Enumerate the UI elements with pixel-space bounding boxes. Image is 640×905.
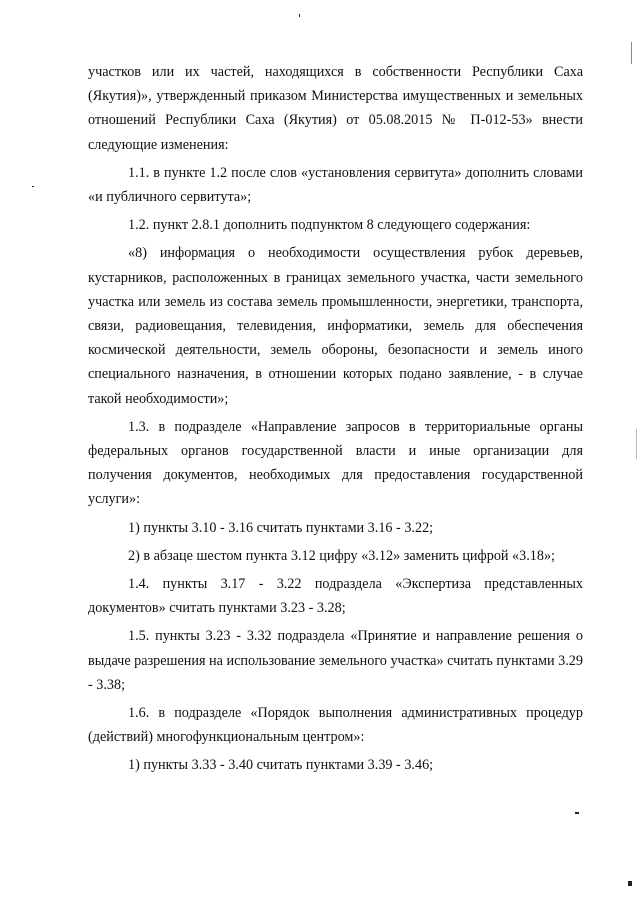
paragraph-1-3: 1.3. в подразделе «Направление запросов в территориальные органы федеральных органов государственной власти и иные организации для получения документов, необходимых для предоставления государственной услуги»: <box>88 418 583 508</box>
scan-speck <box>299 14 300 17</box>
paragraph-1-3-item-1: 1) пункты 3.10 - 3.16 считать пунктами 3.16 - 3.22; <box>128 519 434 536</box>
paragraph-1-5: 1.5. пункты 3.23 - 3.32 подраздела «Принятие и направление решения о выдаче разрешения на использование земельного участка» считать пунктами 3.29 - 3.38; <box>88 628 583 693</box>
paragraph-1-3-item-2: 2) в абзаце шестом пункта 3.12 цифру «3.12» заменить цифрой «3.18»; <box>128 547 556 564</box>
paragraph-1-1: 1.1. в пункте 1.2 после слов «установления сервитута» дополнить словами «и публичного сервитута»; <box>88 164 583 206</box>
scan-speck <box>628 881 632 886</box>
paragraph-1-4: 1.4. пункты 3.17 - 3.22 подраздела «Экспертиза представленных документов» считать пунктами 3.23 - 3.28; <box>88 576 583 617</box>
paragraph-intro: участков или их частей, находящихся в собственности Республики Саха (Якутия)», утвержденный приказом Министерства имущественных и земельных отношений Республики Саха (Якутия) от 05.08.2015 № П-012-53» внести следующие изменения: <box>88 64 583 153</box>
document-body <box>88 60 583 778</box>
scan-edge-line <box>636 429 637 459</box>
paragraph-1-6-item-1: 1) пункты 3.33 - 3.40 считать пунктами 3.39 - 3.46; <box>128 757 434 774</box>
scan-speck <box>575 812 579 814</box>
paragraph-quote-8: «8) информация о необходимости осуществления рубок деревьев, кустарников, расположенных в границах земельного участка, части земельного участка или земель из состава земель промышленности, энергетики, транспорта, связи, радиовещания, телевидения, информатики, земель для обеспечения космической деятельности, земель обороны, безопасности и земель иного специального назначения, в отношении которых подано заявление, - в случае такой необходимости»; <box>88 245 583 407</box>
paragraph-1-6: 1.6. в подразделе «Порядок выполнения административных процедур (действий) многофункциональным центром»: <box>88 705 583 746</box>
paragraph-1-2: 1.2. пункт 2.8.1 дополнить подпунктом 8 следующего содержания: <box>128 217 531 234</box>
scan-speck <box>32 186 34 187</box>
scan-edge-line <box>631 42 632 64</box>
